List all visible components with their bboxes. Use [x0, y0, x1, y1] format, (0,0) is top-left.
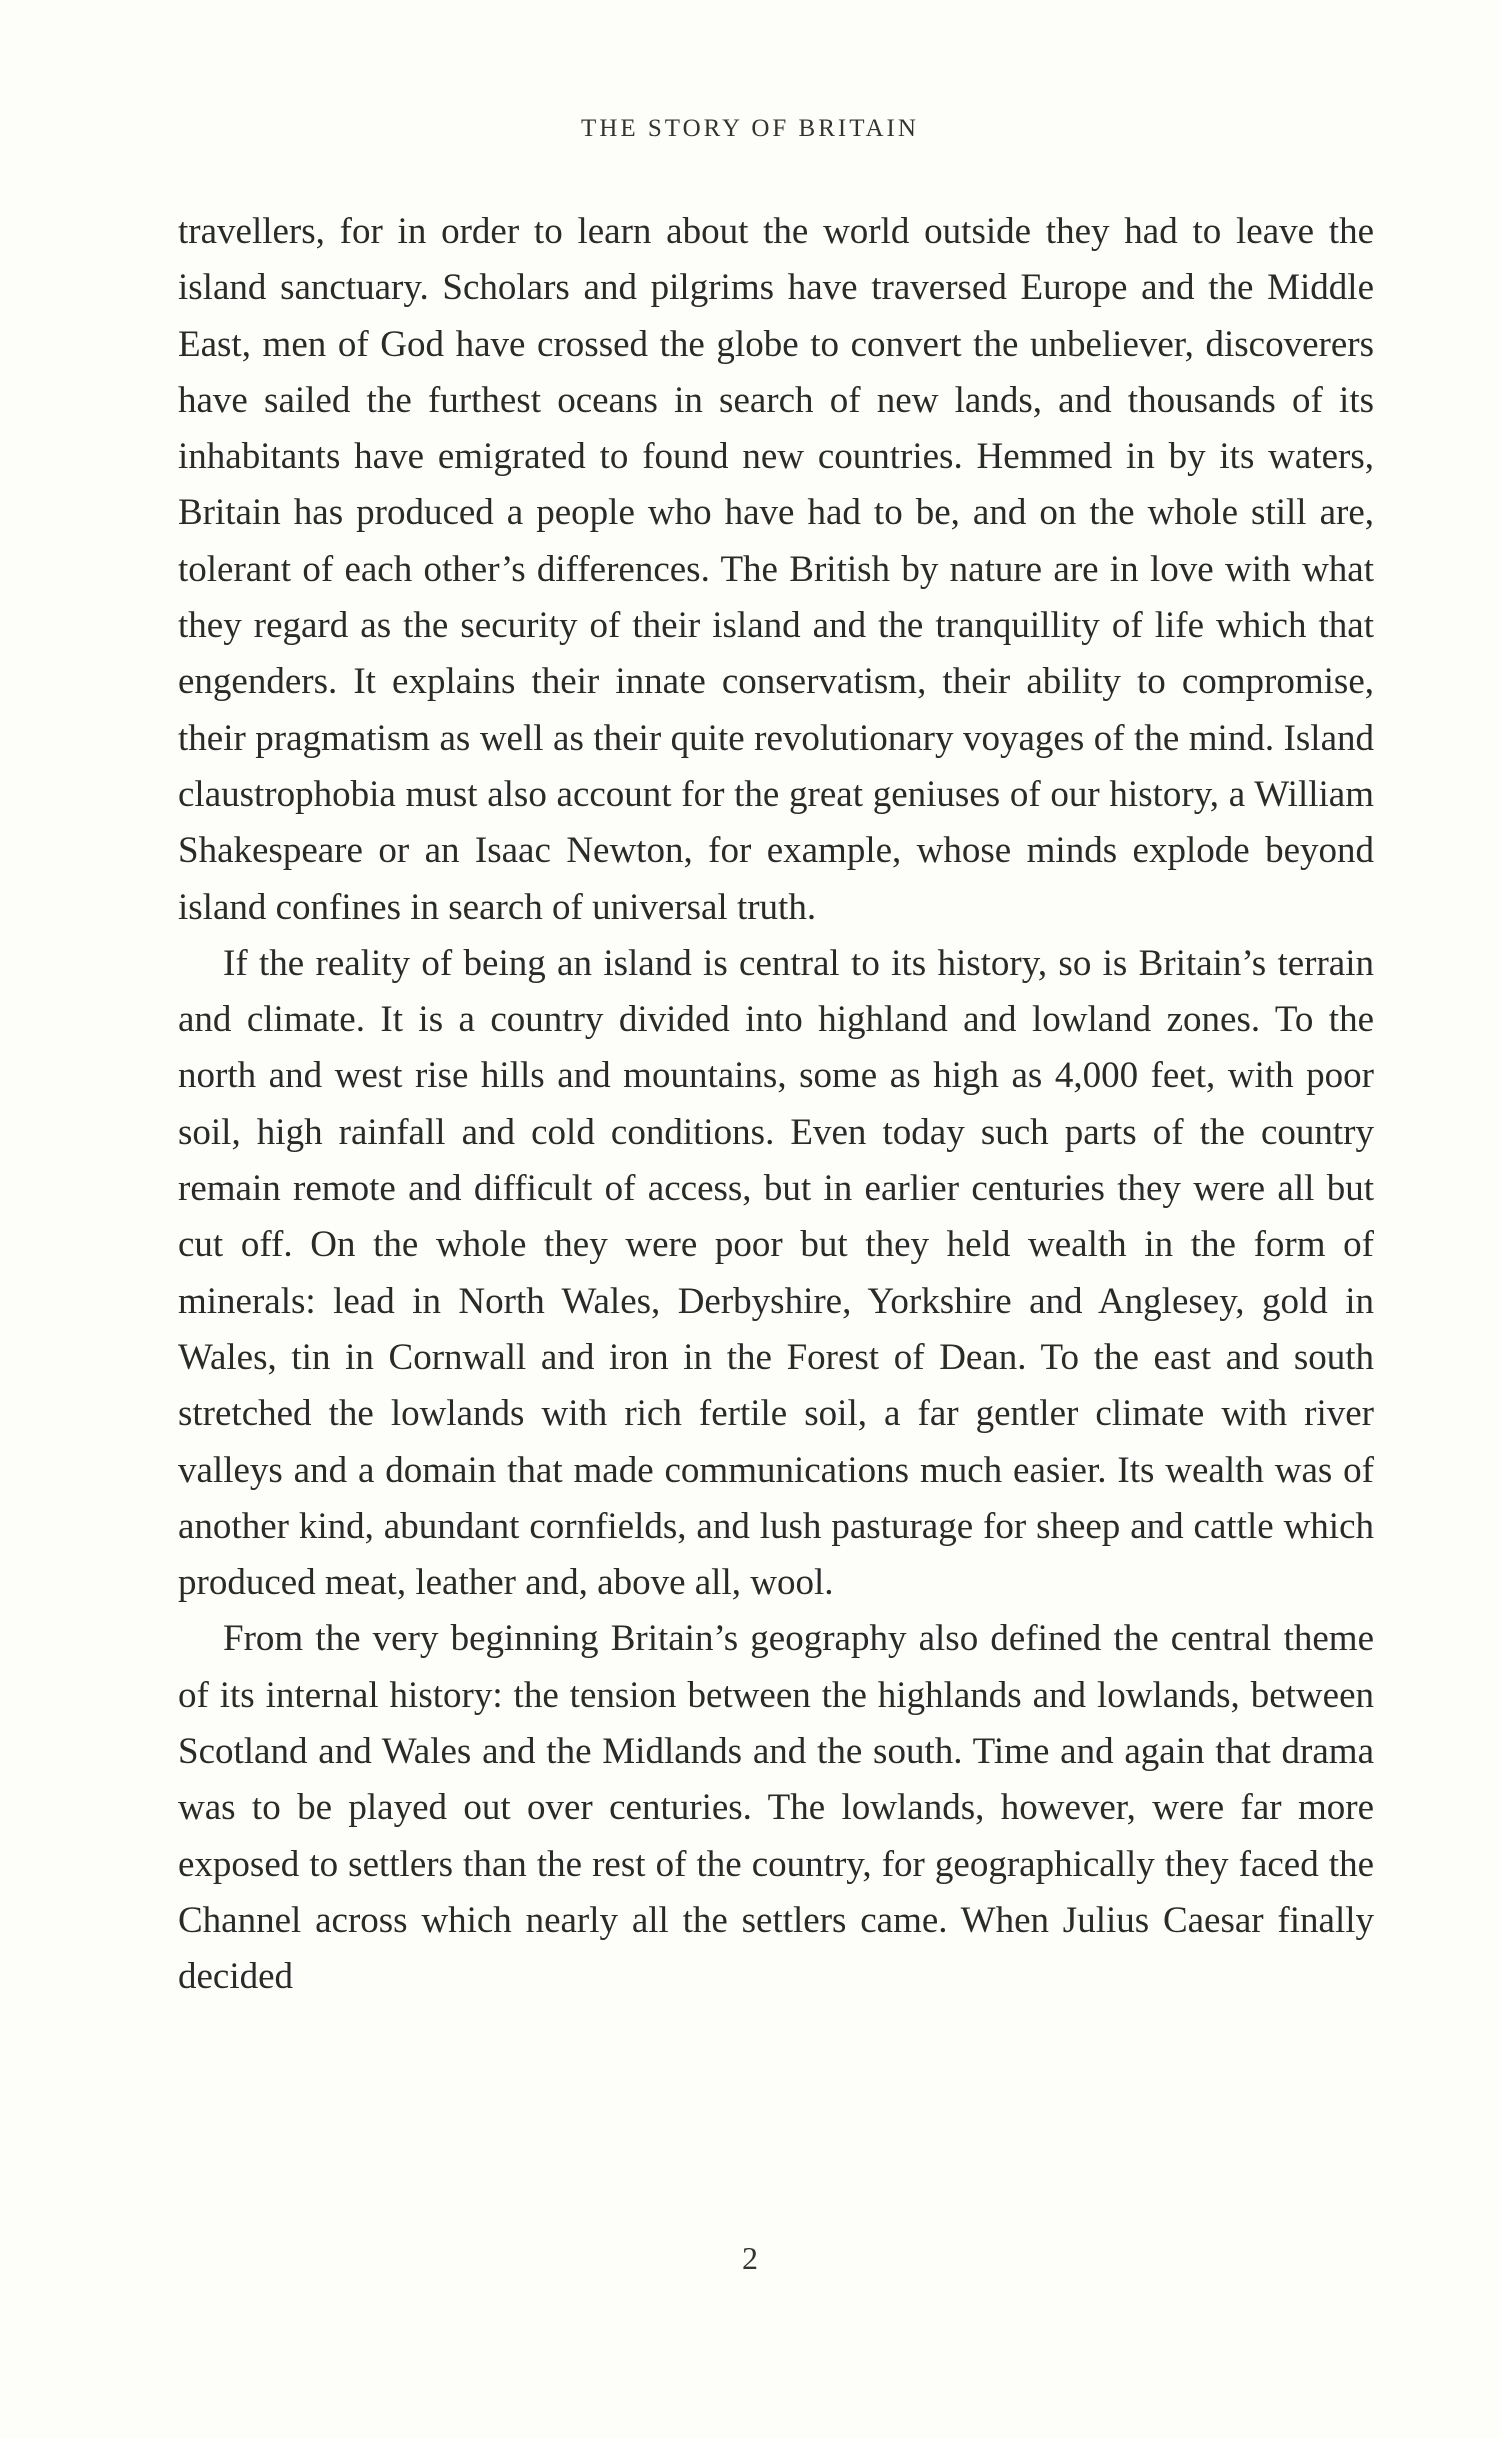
running-header: THE STORY OF BRITAIN — [581, 115, 919, 142]
paragraph-3: From the very beginning Britain’s geography also defined the central theme of its internal history: the tension between the highlands and lowlands, between Scotland and Wales and the Midlands and the south. Time and again that drama was to be played out over centuries. The lowlands, however, were far more exposed to settlers than the rest of the country, for geographically they faced the Channel across which nearly all the settlers came. When Julius Caesar finally decided — [178, 1618, 1374, 1998]
paragraph-2: If the reality of being an island is central to its history, so is Britain’s terrain and climate. It is a country divided into highland and lowland zones. To the north and west rise hills and mountains, some as high as 4,000 feet, with poor soil, high rainfall and cold conditions. Even today such parts of the country remain remote and difficult of access, but in earlier centuries they were all but cut off. On the whole they were poor but they held wealth in the form of minerals: lead in North Wales, Derbyshire, Yorkshire and Anglesey, gold in Wales, tin in Cornwall and iron in the Forest of Dean. To the east and south stretched the lowlands with rich fertile soil, a far gentler climate with river valleys and a domain that made communications much easier. Its wealth was of another kind, abundant cornfields, and lush pasturage for sheep and cattle which produced meat, leather and, above all, wool. — [178, 942, 1374, 1604]
paragraph-1: travellers, for in order to learn about the world outside they had to leave the island sanctuary. Scholars and pilgrims have traversed Europe and the Middle East, men of God have crossed the globe to convert the unbeliever, discoverers have sailed the furthest oceans in search of new lands, and thousands of its inhabitants have emigrated to found new countries. Hemmed in by its waters, Britain has produced a people who have had to be, and on the whole still are, tolerant of each other’s differences. The British by nature are in love with what they regard as the security of their island and the tranquillity of life which that engenders. It explains their innate conservatism, their ability to compromise, their pragmatism as well as their quite revolutionary voyages of the mind. Island claustrophobia must also account for the great geniuses of our history, a William Shakespeare or an Isaac Newton, for example, whose minds explode beyond island confines in search of universal truth. — [178, 211, 1374, 928]
page-number: 2 — [742, 2240, 758, 2276]
body-text — [178, 204, 1374, 2006]
